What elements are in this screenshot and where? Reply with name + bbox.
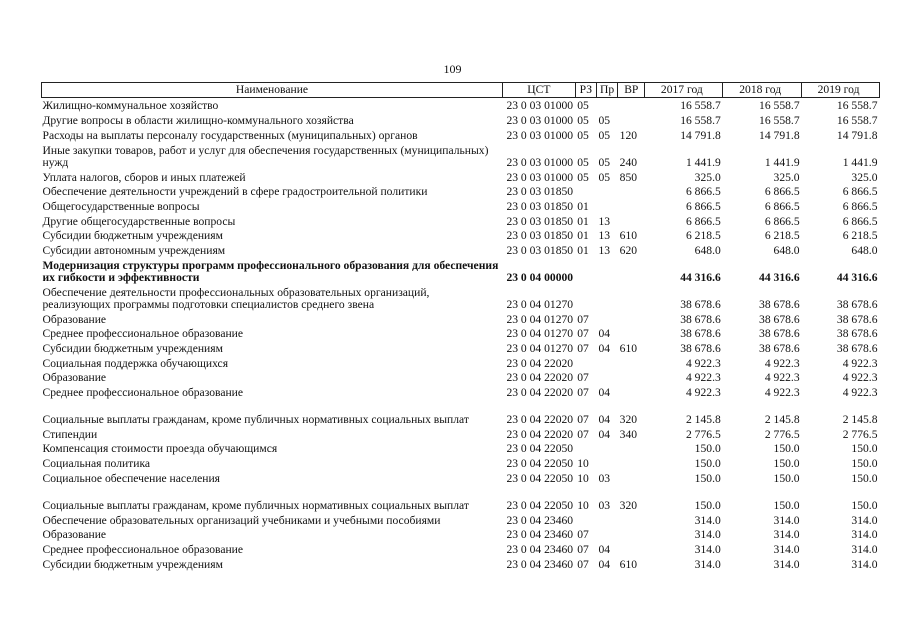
cell-pr <box>596 257 617 284</box>
cell-2019: 4 922.3 <box>842 371 878 385</box>
cell-2017: 150.0 <box>694 498 721 512</box>
cell-vr <box>618 257 645 284</box>
table-row <box>42 184 880 199</box>
cell-name: Образование <box>42 371 107 385</box>
table-row <box>42 228 880 243</box>
cell-2018: 4 922.3 <box>764 386 800 400</box>
cell-vr <box>618 311 645 326</box>
cell-2018: 150.0 <box>773 442 800 456</box>
cell-rz: 07 <box>577 327 589 341</box>
cell-cst: 23 0 03 01000 <box>506 170 574 184</box>
cell-2019: 150.0 <box>851 471 878 485</box>
cell-name: Социальное обеспечение населения <box>42 471 221 485</box>
cell-2018: 16 558.7 <box>759 114 800 128</box>
cell-2017: 1 441.9 <box>685 155 721 169</box>
cell-pr <box>596 441 617 456</box>
cell-rz <box>575 512 596 527</box>
cell-cst: 23 0 04 22050 <box>506 498 574 512</box>
cell-pr <box>596 98 617 113</box>
cell-2018: 38 678.6 <box>759 327 800 341</box>
cell-rz <box>575 355 596 370</box>
cell-rz: 01 <box>577 199 589 213</box>
table-row <box>42 485 880 512</box>
cell-cst: 23 0 03 01850 <box>506 185 574 199</box>
cell-2017: 16 558.7 <box>680 99 721 113</box>
cell-cst: 23 0 03 01000 <box>506 99 574 113</box>
cell-2017: 6 218.5 <box>685 229 721 243</box>
cell-2017: 648.0 <box>694 243 721 257</box>
table-row <box>42 512 880 527</box>
cell-name: Социальная поддержка обучающихся <box>42 356 229 370</box>
header-rz: РЗ <box>575 83 596 98</box>
table-row <box>42 385 880 400</box>
cell-2017: 38 678.6 <box>680 327 721 341</box>
cell-cst: 23 0 04 22050 <box>506 442 574 456</box>
cell-name: Среднее профессиональное образование <box>42 327 244 341</box>
cell-name: Среднее профессиональное образование <box>42 386 244 400</box>
cell-2019: 2 145.8 <box>842 413 878 427</box>
cell-rz <box>575 257 596 284</box>
cell-vr <box>618 470 645 485</box>
cell-2018: 4 922.3 <box>764 356 800 370</box>
cell-name: Обеспечение образовательных организаций учебниками и учебными пособиями <box>42 513 441 527</box>
cell-2017: 16 558.7 <box>680 114 721 128</box>
cell-2019: 6 218.5 <box>842 229 878 243</box>
cell-pr: 04 <box>598 342 611 356</box>
cell-2019: 6 866.5 <box>842 185 878 199</box>
cell-pr: 04 <box>598 386 611 400</box>
cell-vr <box>618 441 645 456</box>
cell-rz: 07 <box>577 557 589 571</box>
table-row <box>42 541 880 556</box>
table-row <box>42 142 880 169</box>
cell-vr <box>618 355 645 370</box>
cell-name: Общегосударственные вопросы <box>42 199 200 213</box>
table-row <box>42 441 880 456</box>
cell-cst: 23 0 04 22050 <box>506 471 574 485</box>
cell-2019: 1 441.9 <box>842 155 878 169</box>
cell-pr <box>596 284 617 311</box>
cell-pr: 05 <box>598 155 611 169</box>
table-row <box>42 355 880 370</box>
cell-vr: 850 <box>619 170 638 184</box>
cell-pr <box>596 527 617 542</box>
cell-pr <box>596 456 617 471</box>
cell-2018: 150.0 <box>773 498 800 512</box>
page-number: 109 <box>443 62 462 76</box>
cell-2019: 314.0 <box>851 542 878 556</box>
cell-pr: 03 <box>598 498 611 512</box>
header-2017: 2017 год <box>645 83 723 98</box>
cell-2019: 648.0 <box>851 243 878 257</box>
cell-cst: 23 0 03 01000 <box>506 155 574 169</box>
cell-2018: 38 678.6 <box>759 312 800 326</box>
cell-2017: 2 776.5 <box>685 427 721 441</box>
cell-2018: 38 678.6 <box>759 297 800 311</box>
cell-name: Образование <box>42 528 107 542</box>
cell-2019: 6 866.5 <box>842 214 878 228</box>
cell-2018: 1 441.9 <box>764 155 800 169</box>
cell-2017: 38 678.6 <box>680 342 721 356</box>
budget-table <box>41 82 880 571</box>
table-row <box>42 284 880 311</box>
cell-2017: 150.0 <box>694 471 721 485</box>
cell-vr <box>618 385 645 400</box>
cell-cst: 23 0 04 22020 <box>506 413 574 427</box>
cell-name: Социальные выплаты гражданам, кроме публичных нормативных социальных выплат <box>42 498 469 512</box>
table-row <box>42 213 880 228</box>
cell-2017: 4 922.3 <box>685 356 721 370</box>
cell-vr <box>618 541 645 556</box>
cell-cst: 23 0 03 01850 <box>506 214 574 228</box>
cell-cst: 23 0 03 01000 <box>506 114 574 128</box>
cell-2018: 648.0 <box>773 243 800 257</box>
cell-2018: 314.0 <box>773 542 800 556</box>
cell-2019: 314.0 <box>851 557 878 571</box>
cell-name: Субсидии автономным учреждениям <box>42 243 226 257</box>
header-cst: ЦСТ <box>502 83 575 98</box>
cell-vr <box>618 527 645 542</box>
table-row <box>42 243 880 258</box>
cell-cst: 23 0 03 01850 <box>506 229 574 243</box>
cell-2017: 2 145.8 <box>685 413 721 427</box>
cell-pr: 04 <box>598 327 611 341</box>
cell-vr <box>618 113 645 128</box>
header-name: Наименование <box>42 83 503 98</box>
cell-name: Другие вопросы в области жилищно-коммунального хозяйства <box>42 114 354 128</box>
cell-2019: 4 922.3 <box>842 356 878 370</box>
cell-2019: 38 678.6 <box>836 297 878 311</box>
table-row <box>42 341 880 356</box>
cell-pr: 13 <box>598 214 611 228</box>
cell-vr <box>618 98 645 113</box>
cell-vr: 320 <box>619 413 638 427</box>
cell-2019: 38 678.6 <box>836 342 878 356</box>
cell-2018: 2 776.5 <box>764 427 800 441</box>
cell-2018: 6 866.5 <box>764 199 800 213</box>
cell-rz: 05 <box>577 170 589 184</box>
cell-2019: 2 776.5 <box>842 427 878 441</box>
cell-cst: 23 0 04 01270 <box>506 297 574 311</box>
cell-2018: 6 866.5 <box>764 214 800 228</box>
cell-rz: 05 <box>577 99 589 113</box>
cell-vr: 610 <box>619 557 638 571</box>
cell-vr <box>618 512 645 527</box>
cell-vr <box>618 184 645 199</box>
cell-2017: 6 866.5 <box>685 185 721 199</box>
cell-2018: 314.0 <box>773 557 800 571</box>
cell-2017: 314.0 <box>694 557 721 571</box>
table-row <box>42 456 880 471</box>
cell-vr <box>618 456 645 471</box>
cell-name: Модернизация структуры программ профессионального образования для обеспечения их гибкости и эффективности <box>42 258 499 284</box>
cell-vr: 120 <box>619 128 638 142</box>
cell-vr: 610 <box>619 342 638 356</box>
cell-2019: 150.0 <box>851 442 878 456</box>
cell-rz: 10 <box>577 498 589 512</box>
cell-2017: 150.0 <box>694 457 721 471</box>
cell-rz: 07 <box>577 413 589 427</box>
cell-2017: 325.0 <box>694 170 721 184</box>
cell-name: Стипендии <box>42 427 98 441</box>
cell-vr: 240 <box>619 155 638 169</box>
cell-cst: 23 0 03 01000 <box>506 128 574 142</box>
cell-pr <box>596 184 617 199</box>
cell-2019: 314.0 <box>851 528 878 542</box>
cell-rz <box>575 441 596 456</box>
cell-pr <box>596 198 617 213</box>
cell-rz: 07 <box>577 386 589 400</box>
cell-name: Субсидии бюджетным учреждениям <box>42 342 223 356</box>
cell-2019: 16 558.7 <box>836 99 878 113</box>
cell-2018: 4 922.3 <box>764 371 800 385</box>
cell-2017: 314.0 <box>694 513 721 527</box>
cell-rz: 07 <box>577 528 589 542</box>
cell-pr: 13 <box>598 243 611 257</box>
cell-cst: 23 0 03 01850 <box>506 243 574 257</box>
table-row <box>42 326 880 341</box>
cell-2018: 314.0 <box>773 513 800 527</box>
cell-2017: 6 866.5 <box>685 214 721 228</box>
cell-2018: 44 316.6 <box>759 270 800 284</box>
cell-rz: 10 <box>577 457 589 471</box>
header-2018: 2018 год <box>723 83 802 98</box>
cell-2019: 16 558.7 <box>836 114 878 128</box>
cell-2019: 4 922.3 <box>842 386 878 400</box>
cell-rz: 01 <box>577 243 589 257</box>
cell-2019: 44 316.6 <box>836 270 878 284</box>
cell-2017: 44 316.6 <box>680 270 721 284</box>
cell-cst: 23 0 04 01270 <box>506 312 574 326</box>
header-pr: Пр <box>596 83 617 98</box>
cell-pr: 04 <box>598 557 611 571</box>
cell-rz: 05 <box>577 155 589 169</box>
cell-rz: 07 <box>577 427 589 441</box>
cell-2018: 14 791.8 <box>759 128 800 142</box>
cell-2017: 4 922.3 <box>685 386 721 400</box>
cell-2019: 325.0 <box>851 170 878 184</box>
cell-pr: 04 <box>598 542 611 556</box>
cell-vr <box>618 213 645 228</box>
cell-2019: 38 678.6 <box>836 312 878 326</box>
cell-cst: 23 0 04 23460 <box>506 513 574 527</box>
table-row <box>42 113 880 128</box>
cell-rz <box>575 184 596 199</box>
cell-name: Уплата налогов, сборов и иных платежей <box>42 170 246 184</box>
cell-vr: 340 <box>619 427 638 441</box>
cell-name: Социальная политика <box>42 457 151 471</box>
cell-vr <box>618 198 645 213</box>
cell-2017: 4 922.3 <box>685 371 721 385</box>
cell-2019: 150.0 <box>851 498 878 512</box>
cell-cst: 23 0 04 01270 <box>506 342 574 356</box>
cell-2018: 16 558.7 <box>759 99 800 113</box>
table-row <box>42 556 880 571</box>
cell-cst: 23 0 04 23460 <box>506 528 574 542</box>
cell-rz: 05 <box>577 114 589 128</box>
table-row <box>42 98 880 113</box>
cell-cst: 23 0 04 22020 <box>506 427 574 441</box>
table-row <box>42 426 880 441</box>
cell-2019: 38 678.6 <box>836 327 878 341</box>
cell-name: Субсидии бюджетным учреждениям <box>42 557 223 571</box>
cell-rz: 01 <box>577 229 589 243</box>
table-row <box>42 370 880 385</box>
cell-rz: 05 <box>577 128 589 142</box>
cell-rz <box>575 284 596 311</box>
cell-2018: 325.0 <box>773 170 800 184</box>
cell-rz: 01 <box>577 214 589 228</box>
table-header-row <box>42 83 880 98</box>
cell-name: Другие общегосударственные вопросы <box>42 214 236 228</box>
cell-rz: 07 <box>577 312 589 326</box>
cell-pr <box>596 370 617 385</box>
cell-2018: 6 866.5 <box>764 185 800 199</box>
cell-2017: 314.0 <box>694 528 721 542</box>
cell-2019: 14 791.8 <box>836 128 878 142</box>
cell-2018: 150.0 <box>773 457 800 471</box>
cell-pr: 13 <box>598 229 611 243</box>
cell-pr: 05 <box>598 114 611 128</box>
cell-2019: 6 866.5 <box>842 199 878 213</box>
cell-pr <box>596 355 617 370</box>
cell-pr: 05 <box>598 128 611 142</box>
cell-pr: 04 <box>598 413 611 427</box>
table-row <box>42 169 880 184</box>
cell-pr: 05 <box>598 170 611 184</box>
cell-vr: 620 <box>619 243 638 257</box>
cell-rz: 07 <box>577 342 589 356</box>
cell-cst: 23 0 04 22020 <box>506 371 574 385</box>
cell-vr <box>618 284 645 311</box>
table-row <box>42 127 880 142</box>
cell-name: Компенсация стоимости проезда обучающимся <box>42 442 278 456</box>
header-vr: ВР <box>618 83 645 98</box>
cell-2017: 314.0 <box>694 542 721 556</box>
table-row <box>42 311 880 326</box>
cell-cst: 23 0 03 01850 <box>506 199 574 213</box>
cell-pr: 03 <box>598 471 611 485</box>
cell-2017: 6 866.5 <box>685 199 721 213</box>
cell-pr <box>596 311 617 326</box>
cell-2017: 38 678.6 <box>680 297 721 311</box>
cell-name: Среднее профессиональное образование <box>42 542 244 556</box>
cell-name: Образование <box>42 312 107 326</box>
cell-rz: 10 <box>577 471 589 485</box>
cell-2017: 38 678.6 <box>680 312 721 326</box>
table-row <box>42 399 880 426</box>
cell-vr: 320 <box>619 498 638 512</box>
header-2019: 2019 год <box>802 83 880 98</box>
cell-2019: 150.0 <box>851 457 878 471</box>
cell-2018: 314.0 <box>773 528 800 542</box>
cell-name: Социальные выплаты гражданам, кроме публичных нормативных социальных выплат <box>42 413 469 427</box>
cell-cst: 23 0 04 23460 <box>506 542 574 556</box>
cell-pr: 04 <box>598 427 611 441</box>
cell-pr <box>596 512 617 527</box>
cell-2017: 150.0 <box>694 442 721 456</box>
cell-vr: 610 <box>619 229 638 243</box>
cell-cst: 23 0 04 23460 <box>506 557 574 571</box>
cell-vr <box>618 326 645 341</box>
cell-2018: 6 218.5 <box>764 229 800 243</box>
cell-cst: 23 0 04 22020 <box>506 386 574 400</box>
cell-rz: 07 <box>577 542 589 556</box>
cell-vr <box>618 370 645 385</box>
cell-2018: 2 145.8 <box>764 413 800 427</box>
table-row <box>42 257 880 284</box>
cell-2018: 38 678.6 <box>759 342 800 356</box>
cell-cst: 23 0 04 22050 <box>506 457 574 471</box>
cell-rz: 07 <box>577 371 589 385</box>
cell-name: Обеспечение деятельности профессиональных образовательных организаций, реализующих программы подготовки специалистов среднего звена <box>42 285 430 311</box>
cell-name: Обеспечение деятельности учреждений в сфере градостроительной политики <box>42 185 428 199</box>
cell-name: Субсидии бюджетным учреждениям <box>42 229 223 243</box>
cell-name: Расходы на выплаты персоналу государственных (муниципальных) органов <box>42 128 418 142</box>
cell-cst: 23 0 04 22020 <box>506 356 574 370</box>
cell-name: Иные закупки товаров, работ и услуг для обеспечения государственных (муниципальных) нужд <box>42 143 489 169</box>
cell-2019: 314.0 <box>851 513 878 527</box>
table-row <box>42 470 880 485</box>
table-row <box>42 198 880 213</box>
cell-name: Жилищно-коммунальное хозяйство <box>42 99 219 113</box>
cell-2017: 14 791.8 <box>680 128 721 142</box>
cell-cst: 23 0 04 01270 <box>506 327 574 341</box>
table-row <box>42 527 880 542</box>
cell-2018: 150.0 <box>773 471 800 485</box>
cell-cst: 23 0 04 00000 <box>506 270 574 284</box>
